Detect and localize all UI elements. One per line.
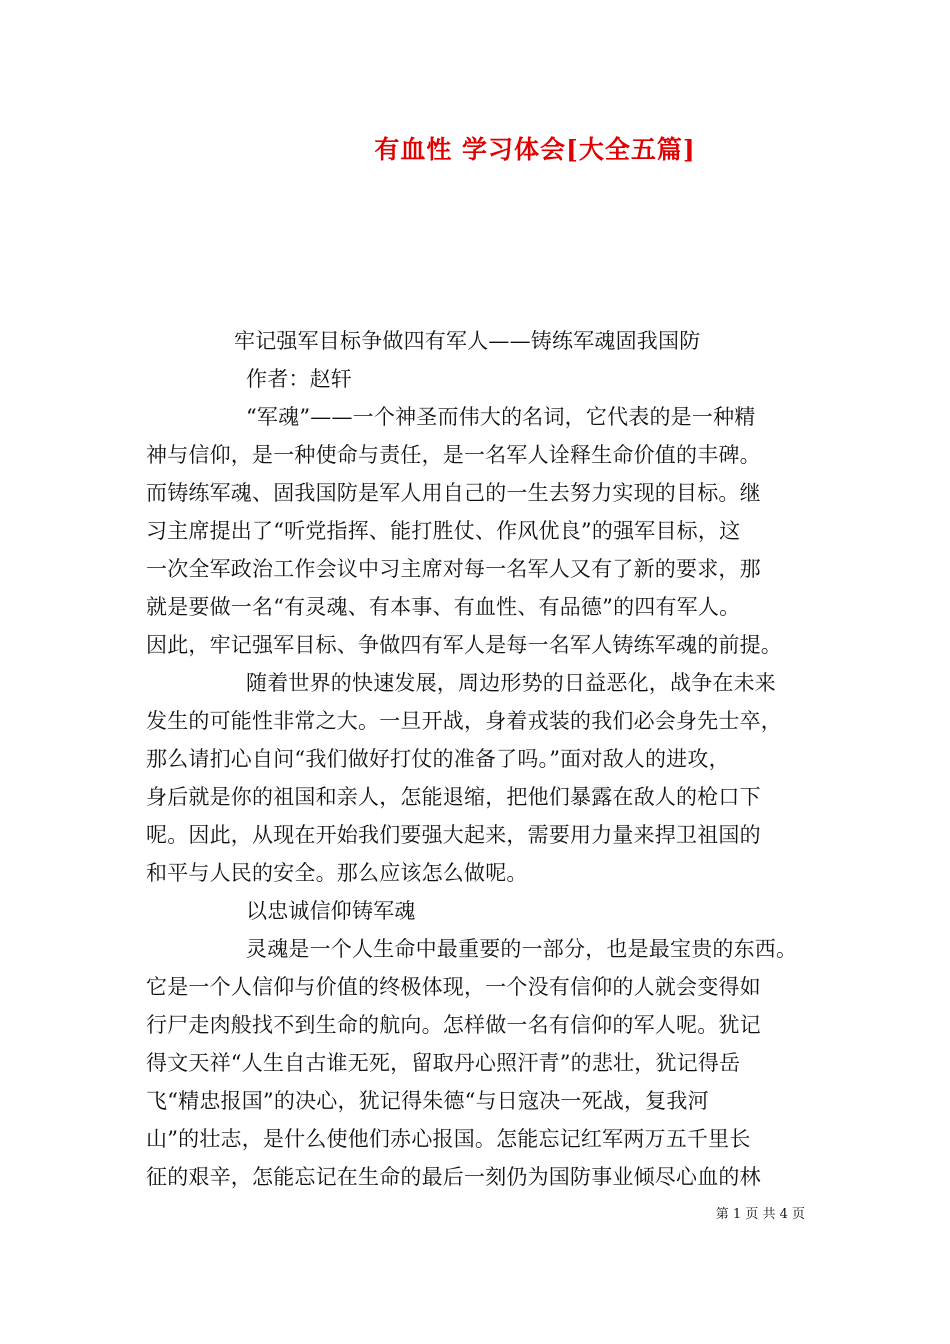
body-line: 随着世界的快速发展，周边形势的日益恶化，战争在未来 bbox=[246, 671, 776, 695]
document-title: 有血性 学习体会[大全五篇] bbox=[374, 135, 696, 164]
body-line: 而铸练军魂、固我国防是军人用自己的一生去努力实现的目标。继 bbox=[146, 481, 761, 505]
section-heading: 以忠诚信仰铸军魂 bbox=[246, 899, 416, 923]
body-line: 身后就是你的祖国和亲人，怎能退缩，把他们暴露在敌人的枪口下 bbox=[146, 785, 761, 809]
article-author: 作者：赵轩 bbox=[246, 367, 352, 391]
body-line: 就是要做一名“有灵魂、有本事、有血性、有品德”的四有军人。 bbox=[146, 595, 741, 619]
body-line: 和平与人民的安全。那么应该怎么做呢。 bbox=[146, 861, 528, 885]
document-body bbox=[146, 322, 826, 1196]
article-subtitle: 牢记强军目标争做四有军人——铸练军魂固我国防 bbox=[234, 329, 701, 353]
body-line: “军魂”——一个神圣而伟大的名词，它代表的是一种精 bbox=[246, 405, 756, 429]
body-line: 发生的可能性非常之大。一旦开战，身着戎装的我们必会身先士卒， bbox=[146, 709, 782, 733]
body-line: 那么请扪心自问“我们做好打仗的准备了吗。”面对敌人的进攻， bbox=[146, 747, 730, 771]
body-line: 得文天祥“人生自古谁无死，留取丹心照汗青”的悲壮，犹记得岳 bbox=[146, 1051, 741, 1075]
body-line: 习主席提出了“听党指挥、能打胜仗、作风优良”的强军目标，这 bbox=[146, 519, 741, 543]
body-line: 灵魂是一个人生命中最重要的一部分，也是最宝贵的东西。 bbox=[246, 937, 798, 961]
body-line: 飞“精忠报国”的决心，犹记得朱德“与日寇决一死战，复我河 bbox=[146, 1089, 709, 1113]
body-line: 因此，牢记强军目标、争做四有军人是每一名军人铸练军魂的前提。 bbox=[146, 633, 782, 657]
body-line: 山”的壮志，是什么使他们赤心报国。怎能忘记红军两万五千里长 bbox=[146, 1127, 751, 1151]
body-line: 行尸走肉般找不到生命的航向。怎样做一名有信仰的军人呢。犹记 bbox=[146, 1013, 761, 1037]
body-line: 它是一个人信仰与价值的终极体现，一个没有信仰的人就会变得如 bbox=[146, 975, 761, 999]
body-line: 一次全军政治工作会议中习主席对每一名军人又有了新的要求，那 bbox=[146, 557, 761, 581]
body-line: 呢。因此，从现在开始我们要强大起来，需要用力量来捍卫祖国的 bbox=[146, 823, 761, 847]
page-footer: 第 1 页 共 4 页 bbox=[715, 1207, 805, 1222]
body-line: 征的艰辛，怎能忘记在生命的最后一刻仍为国防事业倾尽心血的林 bbox=[146, 1165, 761, 1189]
body-line: 神与信仰，是一种使命与责任，是一名军人诠释生命价值的丰碑。 bbox=[146, 443, 761, 467]
